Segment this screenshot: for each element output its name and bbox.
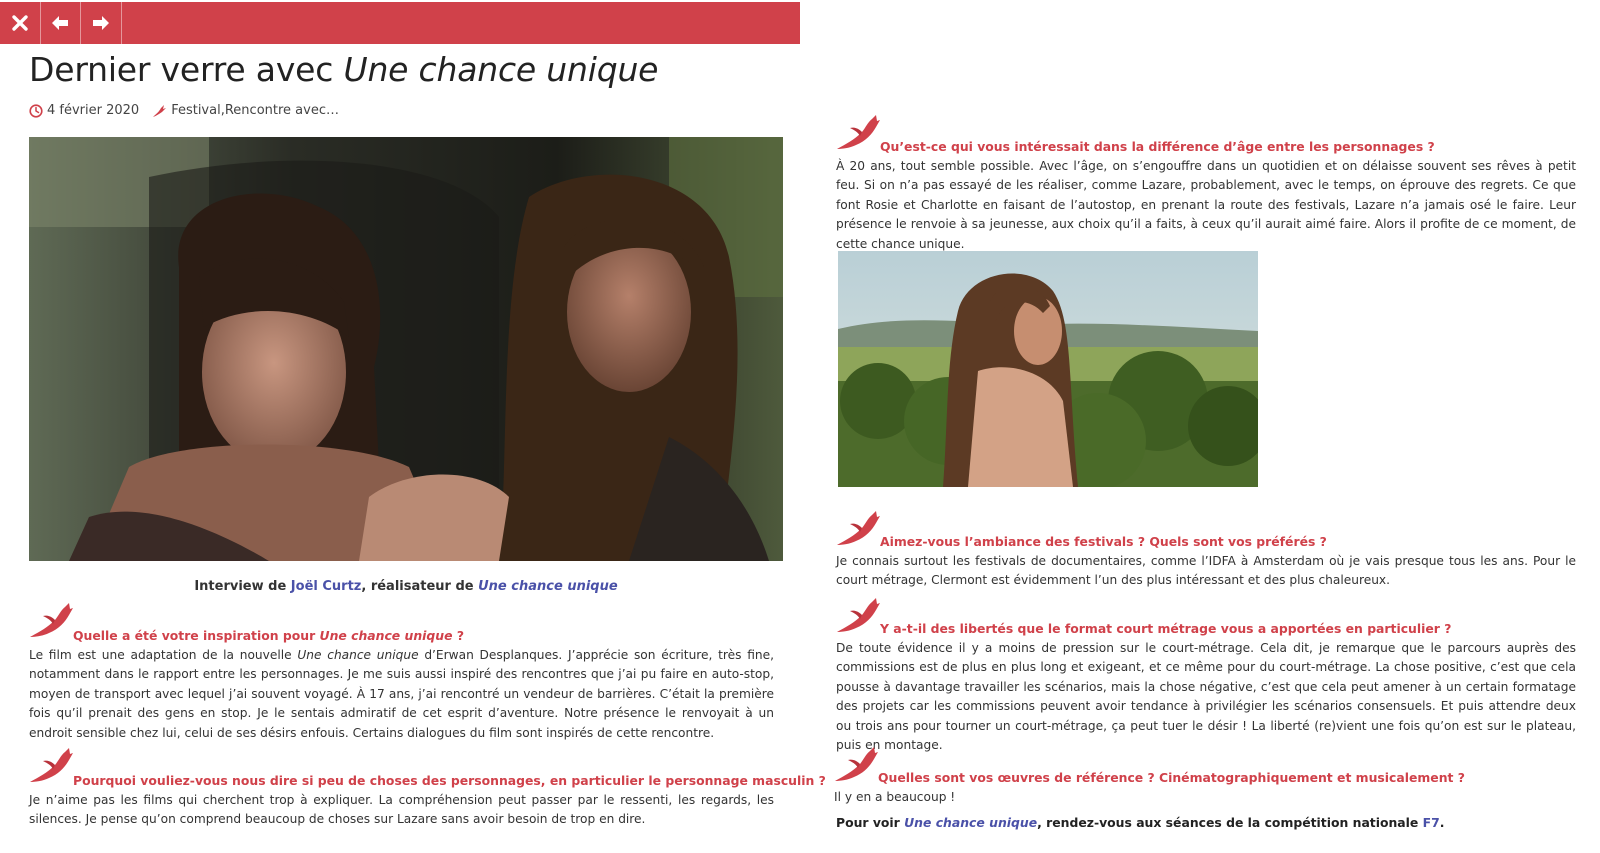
- interview-caption: Interview de Joël Curtz, réalisateur de Une chance unique: [194, 579, 618, 594]
- category-festival-link[interactable]: Festival: [171, 103, 221, 118]
- caption-film-title: Une chance unique: [478, 579, 618, 594]
- inline-image: [838, 251, 1258, 487]
- cardinal-bird-icon: [29, 602, 73, 638]
- next-button[interactable]: [81, 2, 122, 44]
- arrow-right-icon: [91, 14, 111, 32]
- qa-question: Y a-t-il des libertés que le format court métrage vous a apportées en particulier ?: [880, 621, 1452, 636]
- qa-block-short-format: [836, 597, 1576, 753]
- qa-question: Quelles sont vos œuvres de référence ? Cinématographiquement et musicalement ?: [878, 770, 1465, 785]
- category-rencontre-link[interactable]: Rencontre avec…: [224, 103, 339, 118]
- close-icon: [11, 14, 29, 32]
- qa-answer: De toute évidence il y a moins de pression sur le court-métrage. Cela dit, je remarque que le parcours auprès des commissions est de plus en plus long et exigeant, et ce même pour du court-métrage. La chose positive, c’est que cela pousse à davantage travailler les scénarios, mais la chose négative, c’est que cela peut amener à un certain formatage des projets car les commissions peuvent avoir tendance à privilégier les scénarios consensuels. Et puis attendre deux ou trois ans pour tourner un court-métrage, ça peut tuer le désir ! La liberté (re)vient une fois qu’on est sur le plateau, puis en montage.: [836, 641, 1576, 753]
- page-title: Dernier verre avec Une chance unique: [29, 50, 659, 89]
- post-date: 4 février 2020: [47, 103, 140, 118]
- close-button[interactable]: [0, 2, 41, 44]
- final-film-title: Une chance unique: [904, 815, 1038, 830]
- clock-icon: [29, 104, 43, 118]
- qa-block-inspiration: [29, 602, 774, 742]
- qa-block-references: [834, 746, 1574, 806]
- cardinal-bird-icon: [836, 510, 880, 546]
- cardinal-bird-icon: [836, 597, 880, 633]
- qa-question: Quelle a été votre inspiration pour Une chance unique ?: [73, 628, 465, 643]
- qa-question: Qu’est-ce qui vous intéressait dans la différence d’âge entre les personnages ?: [880, 139, 1435, 154]
- cardinal-bird-icon: [29, 747, 73, 783]
- page-title-film: Une chance unique: [343, 50, 659, 89]
- qa-answer: Je n’aime pas les films qui cherchent trop à expliquer. La compréhension peut passer par le ressenti, les regards, les silences. Je pense qu’on comprend beaucoup de choses sur Lazare sans avoir besoin de trop en dire.: [29, 793, 774, 827]
- post-meta: 4 février 2020 Festival , Rencontre avec…: [29, 103, 339, 118]
- cardinal-bird-icon: [836, 114, 880, 150]
- prev-button[interactable]: [40, 2, 81, 44]
- top-toolbar: [0, 2, 800, 44]
- qa-block-characters: [29, 747, 826, 827]
- qa-block-festivals: [836, 510, 1576, 590]
- hero-image: [29, 137, 783, 561]
- arrow-left-icon: [50, 14, 70, 32]
- director-link[interactable]: Joël Curtz: [290, 579, 362, 594]
- program-f7-link[interactable]: F7: [1422, 815, 1440, 830]
- qa-answer: Le film est une adaptation de la nouvelle Une chance unique d’Erwan Desplanques. J’apprécie son écriture, très fine, notamment dans le rapport entre les personnages. Je me suis aussi inspiré des rencontres que j’ai pu faire en auto-stop, moyen de transport avec lequel j’ai souvent voyagé. À 17 ans, j’ai rencontré un vendeur de barrières. C’était la première fois qu’il prenait des gens en stop. Je le sentais admiratif de cet esprit d’aventure. Notre présence le renvoyait à un endroit sensible chez lui, celui de ses désirs enfouis. Certains dialogues du film sont inspirés de cette rencontre.: [29, 648, 775, 740]
- qa-answer: Je connais surtout les festivals de documentaires, comme l’IDFA à Amsterdam où je vais presque tous les ans. Pour le court métrage, Clermont est évidemment l’un des plus intéressant et des plus chaleureux.: [836, 554, 1576, 588]
- qa-question: Pourquoi vouliez-vous nous dire si peu de choses des personnages, en particulier le personnage masculin ?: [73, 773, 826, 788]
- cardinal-bird-icon: [834, 746, 878, 782]
- qa-answer: À 20 ans, tout semble possible. Avec l’âge, on s’engouffre dans un quotidien et on délaisse souvent ses rêves à petit feu. Si on n’a pas essayé de les réaliser, comme Lazare, probablement, avec le temps, on éprouve des regrets. Ce que font Rosie et Charlotte en faisant de l’autostop, en prenant la route des festivals, Lazare n’a jamais osé le faire. Leur présence le renvoie à sa jeunesse, aux choix qu’il a faits, à ceux qu’il aurait aimé faire. Alors il profite de ce moment, de cette chance unique.: [836, 159, 1576, 251]
- qa-answer: Il y en a beaucoup !: [834, 790, 956, 804]
- qa-block-age: [836, 114, 1576, 251]
- category-bird-icon: [152, 104, 167, 118]
- qa-question: Aimez-vous l’ambiance des festivals ? Quels sont vos préférés ?: [880, 534, 1327, 549]
- screening-note: Pour voir Une chance unique, rendez-vous aux séances de la compétition nationale F7.: [836, 815, 1445, 830]
